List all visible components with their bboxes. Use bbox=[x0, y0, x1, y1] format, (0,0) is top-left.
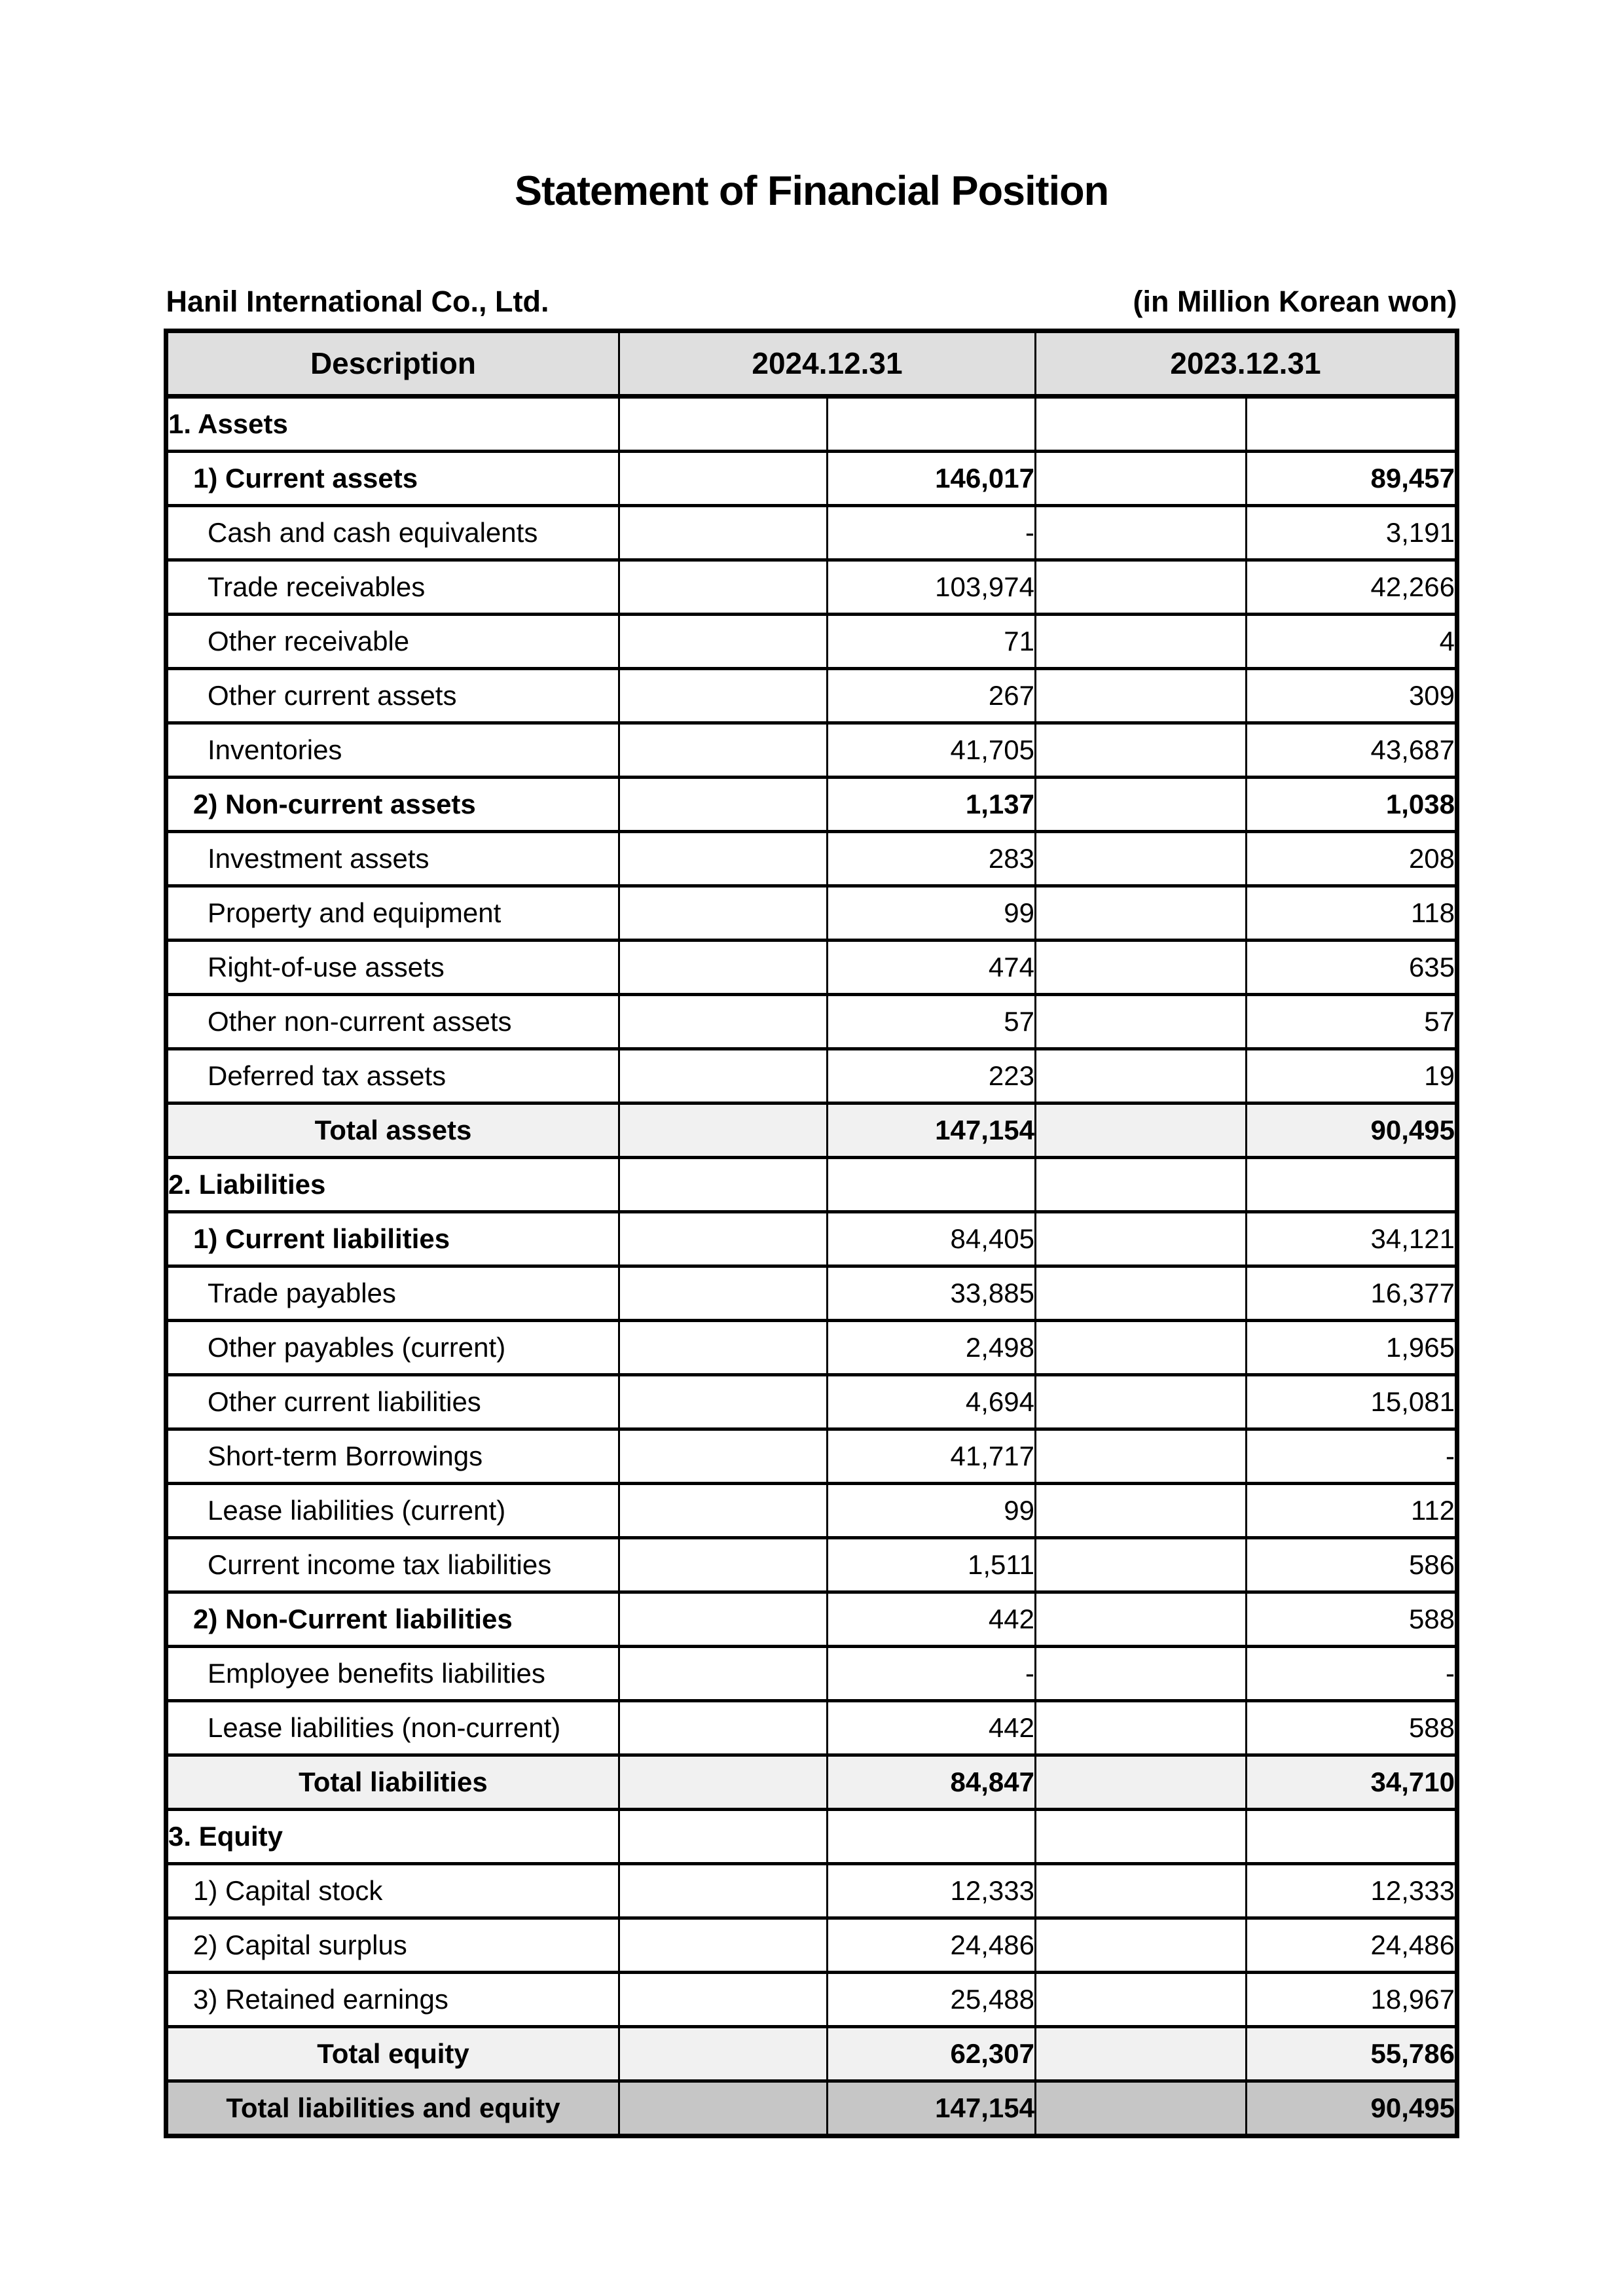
row-value-2024: - bbox=[827, 1646, 1035, 1700]
row-label: Other current assets bbox=[166, 668, 619, 723]
table-row bbox=[166, 560, 1457, 614]
row-label: 2. Liabilities bbox=[166, 1157, 619, 1211]
table-row bbox=[166, 886, 1457, 940]
row-value-2024 bbox=[827, 1809, 1035, 1863]
spacer-cell bbox=[619, 886, 827, 940]
row-value-2023 bbox=[1247, 1157, 1457, 1211]
table-row bbox=[166, 1592, 1457, 1646]
table-row bbox=[166, 1646, 1457, 1700]
spacer-cell bbox=[1036, 831, 1247, 886]
row-value-2024: - bbox=[827, 505, 1035, 560]
row-value-2023: 1,038 bbox=[1247, 777, 1457, 831]
spacer-cell bbox=[1036, 1863, 1247, 1918]
row-value-2024: 442 bbox=[827, 1700, 1035, 1755]
spacer-cell bbox=[1036, 1972, 1247, 2026]
row-value-2023: 19 bbox=[1247, 1049, 1457, 1103]
header-description: Description bbox=[166, 331, 619, 396]
spacer-cell bbox=[1036, 505, 1247, 560]
row-value-2023: 588 bbox=[1247, 1700, 1457, 1755]
spacer-cell bbox=[619, 1972, 827, 2026]
table-row bbox=[166, 614, 1457, 668]
row-value-2024: 41,717 bbox=[827, 1429, 1035, 1483]
row-value-2023: 15,081 bbox=[1247, 1374, 1457, 1429]
spacer-cell bbox=[619, 1809, 827, 1863]
spacer-cell bbox=[619, 1592, 827, 1646]
spacer-cell bbox=[1036, 1157, 1247, 1211]
row-label: 3) Retained earnings bbox=[166, 1972, 619, 2026]
row-value-2024: 283 bbox=[827, 831, 1035, 886]
row-value-2023: 208 bbox=[1247, 831, 1457, 886]
row-value-2023: 3,191 bbox=[1247, 505, 1457, 560]
row-value-2023: 1,965 bbox=[1247, 1320, 1457, 1374]
spacer-cell bbox=[1036, 614, 1247, 668]
spacer-cell bbox=[1036, 1429, 1247, 1483]
row-value-2024: 24,486 bbox=[827, 1918, 1035, 1972]
table-header-row bbox=[166, 331, 1457, 396]
row-value-2023: 34,121 bbox=[1247, 1211, 1457, 1266]
row-value-2024: 57 bbox=[827, 994, 1035, 1049]
table-row bbox=[166, 940, 1457, 994]
row-value-2024: 25,488 bbox=[827, 1972, 1035, 2026]
table-row bbox=[166, 1918, 1457, 1972]
spacer-cell bbox=[1036, 1755, 1247, 1809]
row-value-2024: 2,498 bbox=[827, 1320, 1035, 1374]
table-row bbox=[166, 1483, 1457, 1537]
row-value-2023: 55,786 bbox=[1247, 2026, 1457, 2081]
row-value-2024: 103,974 bbox=[827, 560, 1035, 614]
table-row bbox=[166, 1700, 1457, 1755]
row-label: Other current liabilities bbox=[166, 1374, 619, 1429]
row-value-2023: 89,457 bbox=[1247, 451, 1457, 505]
spacer-cell bbox=[1036, 1103, 1247, 1157]
spacer-cell bbox=[619, 1918, 827, 1972]
row-label: 1) Capital stock bbox=[166, 1863, 619, 1918]
spacer-cell bbox=[1036, 777, 1247, 831]
row-value-2023: 112 bbox=[1247, 1483, 1457, 1537]
row-label: Current income tax liabilities bbox=[166, 1537, 619, 1592]
spacer-cell bbox=[619, 2081, 827, 2136]
row-label: Investment assets bbox=[166, 831, 619, 886]
spacer-cell bbox=[619, 1103, 827, 1157]
row-value-2024: 223 bbox=[827, 1049, 1035, 1103]
spacer-cell bbox=[619, 560, 827, 614]
spacer-cell bbox=[1036, 560, 1247, 614]
spacer-cell bbox=[1036, 1592, 1247, 1646]
row-value-2024 bbox=[827, 1157, 1035, 1211]
spacer-cell bbox=[619, 1320, 827, 1374]
spacer-cell bbox=[1036, 1537, 1247, 1592]
row-value-2024: 84,405 bbox=[827, 1211, 1035, 1266]
spacer-cell bbox=[1036, 1809, 1247, 1863]
row-label: Other payables (current) bbox=[166, 1320, 619, 1374]
unit-note: (in Million Korean won) bbox=[1133, 285, 1457, 319]
row-label: Total liabilities bbox=[166, 1755, 619, 1809]
row-value-2024: 84,847 bbox=[827, 1755, 1035, 1809]
row-label: Trade payables bbox=[166, 1266, 619, 1320]
table-row bbox=[166, 1266, 1457, 1320]
row-label: 2) Non-current assets bbox=[166, 777, 619, 831]
row-label: Right-of-use assets bbox=[166, 940, 619, 994]
spacer-cell bbox=[1036, 1918, 1247, 1972]
table-row bbox=[166, 831, 1457, 886]
spacer-cell bbox=[1036, 723, 1247, 777]
spacer-cell bbox=[619, 1863, 827, 1918]
spacer-cell bbox=[1036, 994, 1247, 1049]
row-label: 1. Assets bbox=[166, 396, 619, 451]
table-row bbox=[166, 1211, 1457, 1266]
table-row bbox=[166, 1537, 1457, 1592]
spacer-cell bbox=[619, 994, 827, 1049]
spacer-cell bbox=[1036, 451, 1247, 505]
spacer-cell bbox=[619, 451, 827, 505]
spacer-cell bbox=[619, 1049, 827, 1103]
spacer-cell bbox=[619, 1755, 827, 1809]
row-label: Property and equipment bbox=[166, 886, 619, 940]
row-label: 3. Equity bbox=[166, 1809, 619, 1863]
row-label: Trade receivables bbox=[166, 560, 619, 614]
table-row bbox=[166, 1049, 1457, 1103]
row-label: Total equity bbox=[166, 2026, 619, 2081]
table-row bbox=[166, 1157, 1457, 1211]
table-row bbox=[166, 505, 1457, 560]
header-col-2023: 2023.12.31 bbox=[1036, 331, 1457, 396]
spacer-cell bbox=[1036, 1646, 1247, 1700]
row-value-2023: 18,967 bbox=[1247, 1972, 1457, 2026]
row-label: 1) Current assets bbox=[166, 451, 619, 505]
row-label: Other receivable bbox=[166, 614, 619, 668]
spacer-cell bbox=[1036, 2081, 1247, 2136]
spacer-cell bbox=[1036, 886, 1247, 940]
row-value-2024: 1,511 bbox=[827, 1537, 1035, 1592]
spacer-cell bbox=[619, 940, 827, 994]
spacer-cell bbox=[1036, 1320, 1247, 1374]
spacer-cell bbox=[619, 668, 827, 723]
spacer-cell bbox=[1036, 1211, 1247, 1266]
row-label: Short-term Borrowings bbox=[166, 1429, 619, 1483]
table-row bbox=[166, 1755, 1457, 1809]
table-row bbox=[166, 2081, 1457, 2136]
row-value-2023: 118 bbox=[1247, 886, 1457, 940]
row-label: Inventories bbox=[166, 723, 619, 777]
row-value-2024: 62,307 bbox=[827, 2026, 1035, 2081]
row-value-2023: 309 bbox=[1247, 668, 1457, 723]
table-body bbox=[166, 396, 1457, 2136]
row-value-2023: 12,333 bbox=[1247, 1863, 1457, 1918]
row-value-2023: - bbox=[1247, 1429, 1457, 1483]
row-label: Lease liabilities (current) bbox=[166, 1483, 619, 1537]
financial-position-table bbox=[164, 329, 1459, 2138]
row-value-2024: 147,154 bbox=[827, 2081, 1035, 2136]
company-name: Hanil International Co., Ltd. bbox=[166, 285, 549, 319]
spacer-cell bbox=[619, 2026, 827, 2081]
table-row bbox=[166, 777, 1457, 831]
spacer-cell bbox=[619, 1211, 827, 1266]
spacer-cell bbox=[619, 614, 827, 668]
row-value-2024: 12,333 bbox=[827, 1863, 1035, 1918]
table-row bbox=[166, 1103, 1457, 1157]
row-value-2023: 34,710 bbox=[1247, 1755, 1457, 1809]
row-value-2023: 57 bbox=[1247, 994, 1457, 1049]
row-label: Total assets bbox=[166, 1103, 619, 1157]
table-row bbox=[166, 2026, 1457, 2081]
spacer-cell bbox=[619, 396, 827, 451]
row-label: Total liabilities and equity bbox=[166, 2081, 619, 2136]
table-row bbox=[166, 723, 1457, 777]
row-value-2024: 41,705 bbox=[827, 723, 1035, 777]
spacer-cell bbox=[619, 1700, 827, 1755]
spacer-cell bbox=[1036, 1374, 1247, 1429]
row-value-2024: 267 bbox=[827, 668, 1035, 723]
table-row bbox=[166, 451, 1457, 505]
table-row bbox=[166, 1863, 1457, 1918]
table-row bbox=[166, 668, 1457, 723]
row-value-2023: - bbox=[1247, 1646, 1457, 1700]
spacer-cell bbox=[1036, 396, 1247, 451]
meta-row bbox=[166, 285, 1457, 318]
row-value-2023: 635 bbox=[1247, 940, 1457, 994]
row-label: Lease liabilities (non-current) bbox=[166, 1700, 619, 1755]
row-value-2024: 474 bbox=[827, 940, 1035, 994]
spacer-cell bbox=[619, 1157, 827, 1211]
row-value-2024: 4,694 bbox=[827, 1374, 1035, 1429]
row-value-2023: 588 bbox=[1247, 1592, 1457, 1646]
row-value-2023 bbox=[1247, 396, 1457, 451]
spacer-cell bbox=[1036, 1700, 1247, 1755]
table-row bbox=[166, 1320, 1457, 1374]
row-label: 2) Non-Current liabilities bbox=[166, 1592, 619, 1646]
row-value-2023: 43,687 bbox=[1247, 723, 1457, 777]
spacer-cell bbox=[1036, 1266, 1247, 1320]
spacer-cell bbox=[619, 1266, 827, 1320]
row-value-2023: 16,377 bbox=[1247, 1266, 1457, 1320]
row-label: 1) Current liabilities bbox=[166, 1211, 619, 1266]
spacer-cell bbox=[619, 1374, 827, 1429]
row-value-2023: 24,486 bbox=[1247, 1918, 1457, 1972]
row-value-2024 bbox=[827, 396, 1035, 451]
row-value-2024: 99 bbox=[827, 886, 1035, 940]
row-label: Other non-current assets bbox=[166, 994, 619, 1049]
page-title: Statement of Financial Position bbox=[514, 168, 1109, 214]
row-value-2023: 586 bbox=[1247, 1537, 1457, 1592]
table-row bbox=[166, 1374, 1457, 1429]
table-row bbox=[166, 396, 1457, 451]
row-value-2024: 442 bbox=[827, 1592, 1035, 1646]
spacer-cell bbox=[1036, 940, 1247, 994]
row-label: Cash and cash equivalents bbox=[166, 505, 619, 560]
row-value-2024: 33,885 bbox=[827, 1266, 1035, 1320]
row-value-2024: 1,137 bbox=[827, 777, 1035, 831]
row-value-2024: 147,154 bbox=[827, 1103, 1035, 1157]
spacer-cell bbox=[619, 723, 827, 777]
spacer-cell bbox=[619, 1483, 827, 1537]
row-label: Deferred tax assets bbox=[166, 1049, 619, 1103]
spacer-cell bbox=[1036, 1483, 1247, 1537]
spacer-cell bbox=[619, 1429, 827, 1483]
row-label: 2) Capital surplus bbox=[166, 1918, 619, 1972]
table-row bbox=[166, 1429, 1457, 1483]
spacer-cell bbox=[1036, 2026, 1247, 2081]
row-value-2023: 90,495 bbox=[1247, 1103, 1457, 1157]
spacer-cell bbox=[619, 831, 827, 886]
table-row bbox=[166, 1972, 1457, 2026]
table-row bbox=[166, 994, 1457, 1049]
row-value-2024: 146,017 bbox=[827, 451, 1035, 505]
row-value-2023: 4 bbox=[1247, 614, 1457, 668]
spacer-cell bbox=[619, 1646, 827, 1700]
header-col-2024: 2024.12.31 bbox=[619, 331, 1035, 396]
row-label: Employee benefits liabilities bbox=[166, 1646, 619, 1700]
row-value-2023: 42,266 bbox=[1247, 560, 1457, 614]
row-value-2024: 71 bbox=[827, 614, 1035, 668]
row-value-2023 bbox=[1247, 1809, 1457, 1863]
row-value-2024: 99 bbox=[827, 1483, 1035, 1537]
spacer-cell bbox=[1036, 668, 1247, 723]
spacer-cell bbox=[619, 777, 827, 831]
spacer-cell bbox=[619, 1537, 827, 1592]
spacer-cell bbox=[1036, 1049, 1247, 1103]
row-value-2023: 90,495 bbox=[1247, 2081, 1457, 2136]
table-row bbox=[166, 1809, 1457, 1863]
spacer-cell bbox=[619, 505, 827, 560]
